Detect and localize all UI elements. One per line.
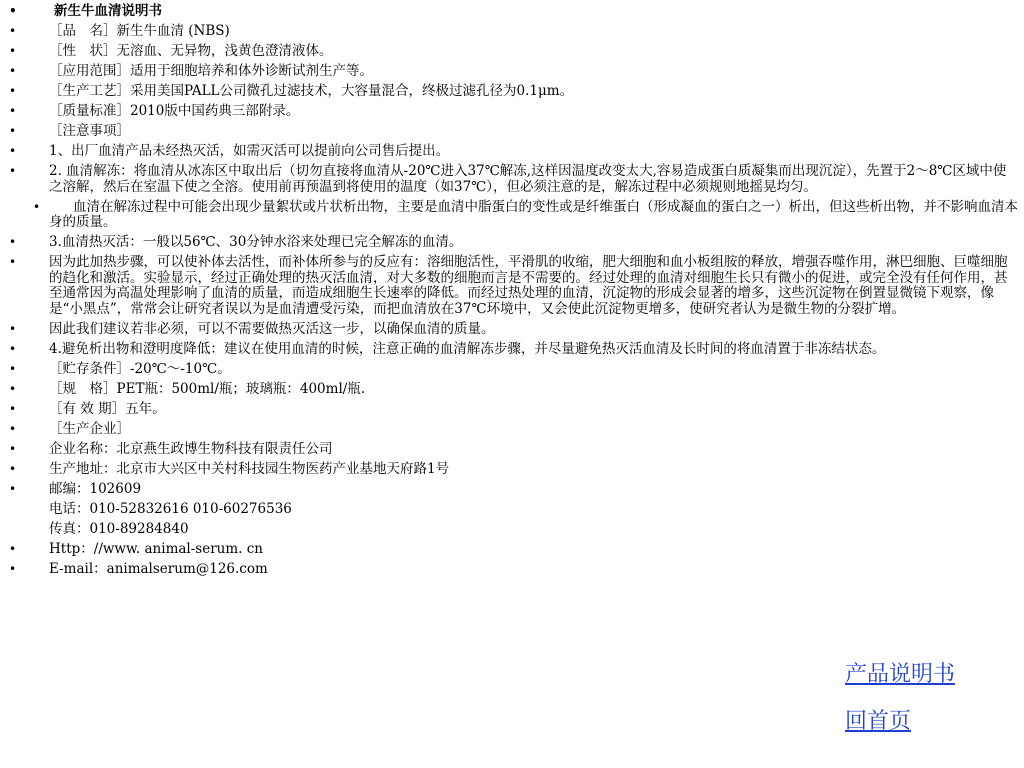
- item-shelf-life: • ［有 效 期］五年。: [0, 402, 1024, 418]
- item-address: • 生产地址：北京市大兴区中关村科技园生物医药产业基地天府路1号: [0, 462, 1024, 478]
- item-precaution-3-heat-inactivation: • 3.血清热灭活：一般以56℃、30分钟水浴来处理已完全解冻的血清。: [0, 235, 1024, 251]
- home-link[interactable]: 回首页: [845, 709, 912, 734]
- item-specification: • ［规 格］PET瓶：500ml/瓶；玻璃瓶：400ml/瓶.: [0, 382, 1024, 398]
- item-application: • ［应用范围］适用于细胞培养和体外诊断试剂生产等。: [0, 64, 1024, 80]
- item-product-name: • ［品 名］新生牛血清 (NBS): [0, 24, 1024, 40]
- document-title: • 新生牛血清说明书: [0, 4, 1024, 20]
- item-precaution-4: • 4.避免析出物和澄明度降低：建议在使用血清的时候，注意正确的血清解冻步骤，并尽量避免热灭活血清及长时间的将血清置于非冻结状态。: [0, 342, 1024, 358]
- item-postcode: • 邮编：102609: [0, 482, 1024, 498]
- product-manual-link[interactable]: 产品说明书: [845, 662, 956, 687]
- item-precaution-1: • 1、出厂血清产品未经热灭活，如需灭活可以提前向公司售后提出。: [0, 144, 1024, 160]
- item-precipitate-note: • 血清在解冻过程中可能会出现少量絮状或片状析出物，主要是血清中脂蛋白的变性或是纤维蛋白（形成凝血的蛋白之一）析出，但这些析出物，并不影响血清本身的质量。: [0, 200, 1024, 231]
- item-website: • Http：//www. animal-serum. cn: [0, 542, 1024, 558]
- item-precautions-heading: • ［注意事项］: [0, 124, 1024, 140]
- item-quality-standard: • ［质量标准］2010版中国药典三部附录。: [0, 104, 1024, 120]
- item-email: • E-mail：animalserum@126.com: [0, 562, 1024, 578]
- item-fax: 传真：010-89284840: [49, 520, 189, 537]
- item-storage: • ［贮存条件］-20℃～-10℃。: [0, 362, 1024, 378]
- item-manufacturer-heading: • ［生产企业］: [0, 422, 1024, 438]
- item-precaution-2-thawing: • 2. 血清解冻：将血清从冰冻区中取出后（切勿直接将血清从-20℃进入37℃解冻,这样因温度改变太大,容易造成蛋白质凝集而出现沉淀），先置于2～8℃区域中使之溶解，然后在室温下使之全溶。使用前再预温到将使用的温度（如37℃），但必须注意的是，解冻过程中必须规则地摇晃均匀。: [0, 164, 1024, 195]
- item-heat-inactivation-explanation: • 因为此加热步骤，可以使补体去活性，而补体所参与的反应有：溶细胞活性，平滑肌的收缩，肥大细胞和血小板组胺的释放，增强吞噬作用，淋巴细胞、巨噬细胞的趋化和激活。实验显示，经过正确处理的热灭活血清，对大多数的细胞而言是不需要的。经过处理的血清对细胞生长只有微小的促进，或完全没有任何作用，甚至通常因为高温处理影响了血清的质量，而造成细胞生长速率的降低。而经过热处理的血清，沉淀物的形成会显著的增多，这些沉淀物在倒置显微镜下观察，像是“小黑点”，常常会让研究者误以为是血清遭受污染，而把血清放在37℃环境中，又会使此沉淀物更增多，使研究者认为是微生物的分裂扩增。: [0, 255, 1024, 317]
- item-recommendation: • 因此我们建议若非必须，可以不需要做热灭活这一步，以确保血清的质量。: [0, 322, 1024, 338]
- item-company-name: • 企业名称：北京燕生政博生物科技有限责任公司: [0, 442, 1024, 458]
- item-process: • ［生产工艺］采用美国PALL公司微孔过滤技术，大容量混合，终极过滤孔径为0.1μm。: [0, 84, 1024, 100]
- item-appearance: • ［性 状］无溶血、无异物，浅黄色澄清液体。: [0, 44, 1024, 60]
- item-phone: 电话：010-52832616 010-60276536: [49, 500, 292, 517]
